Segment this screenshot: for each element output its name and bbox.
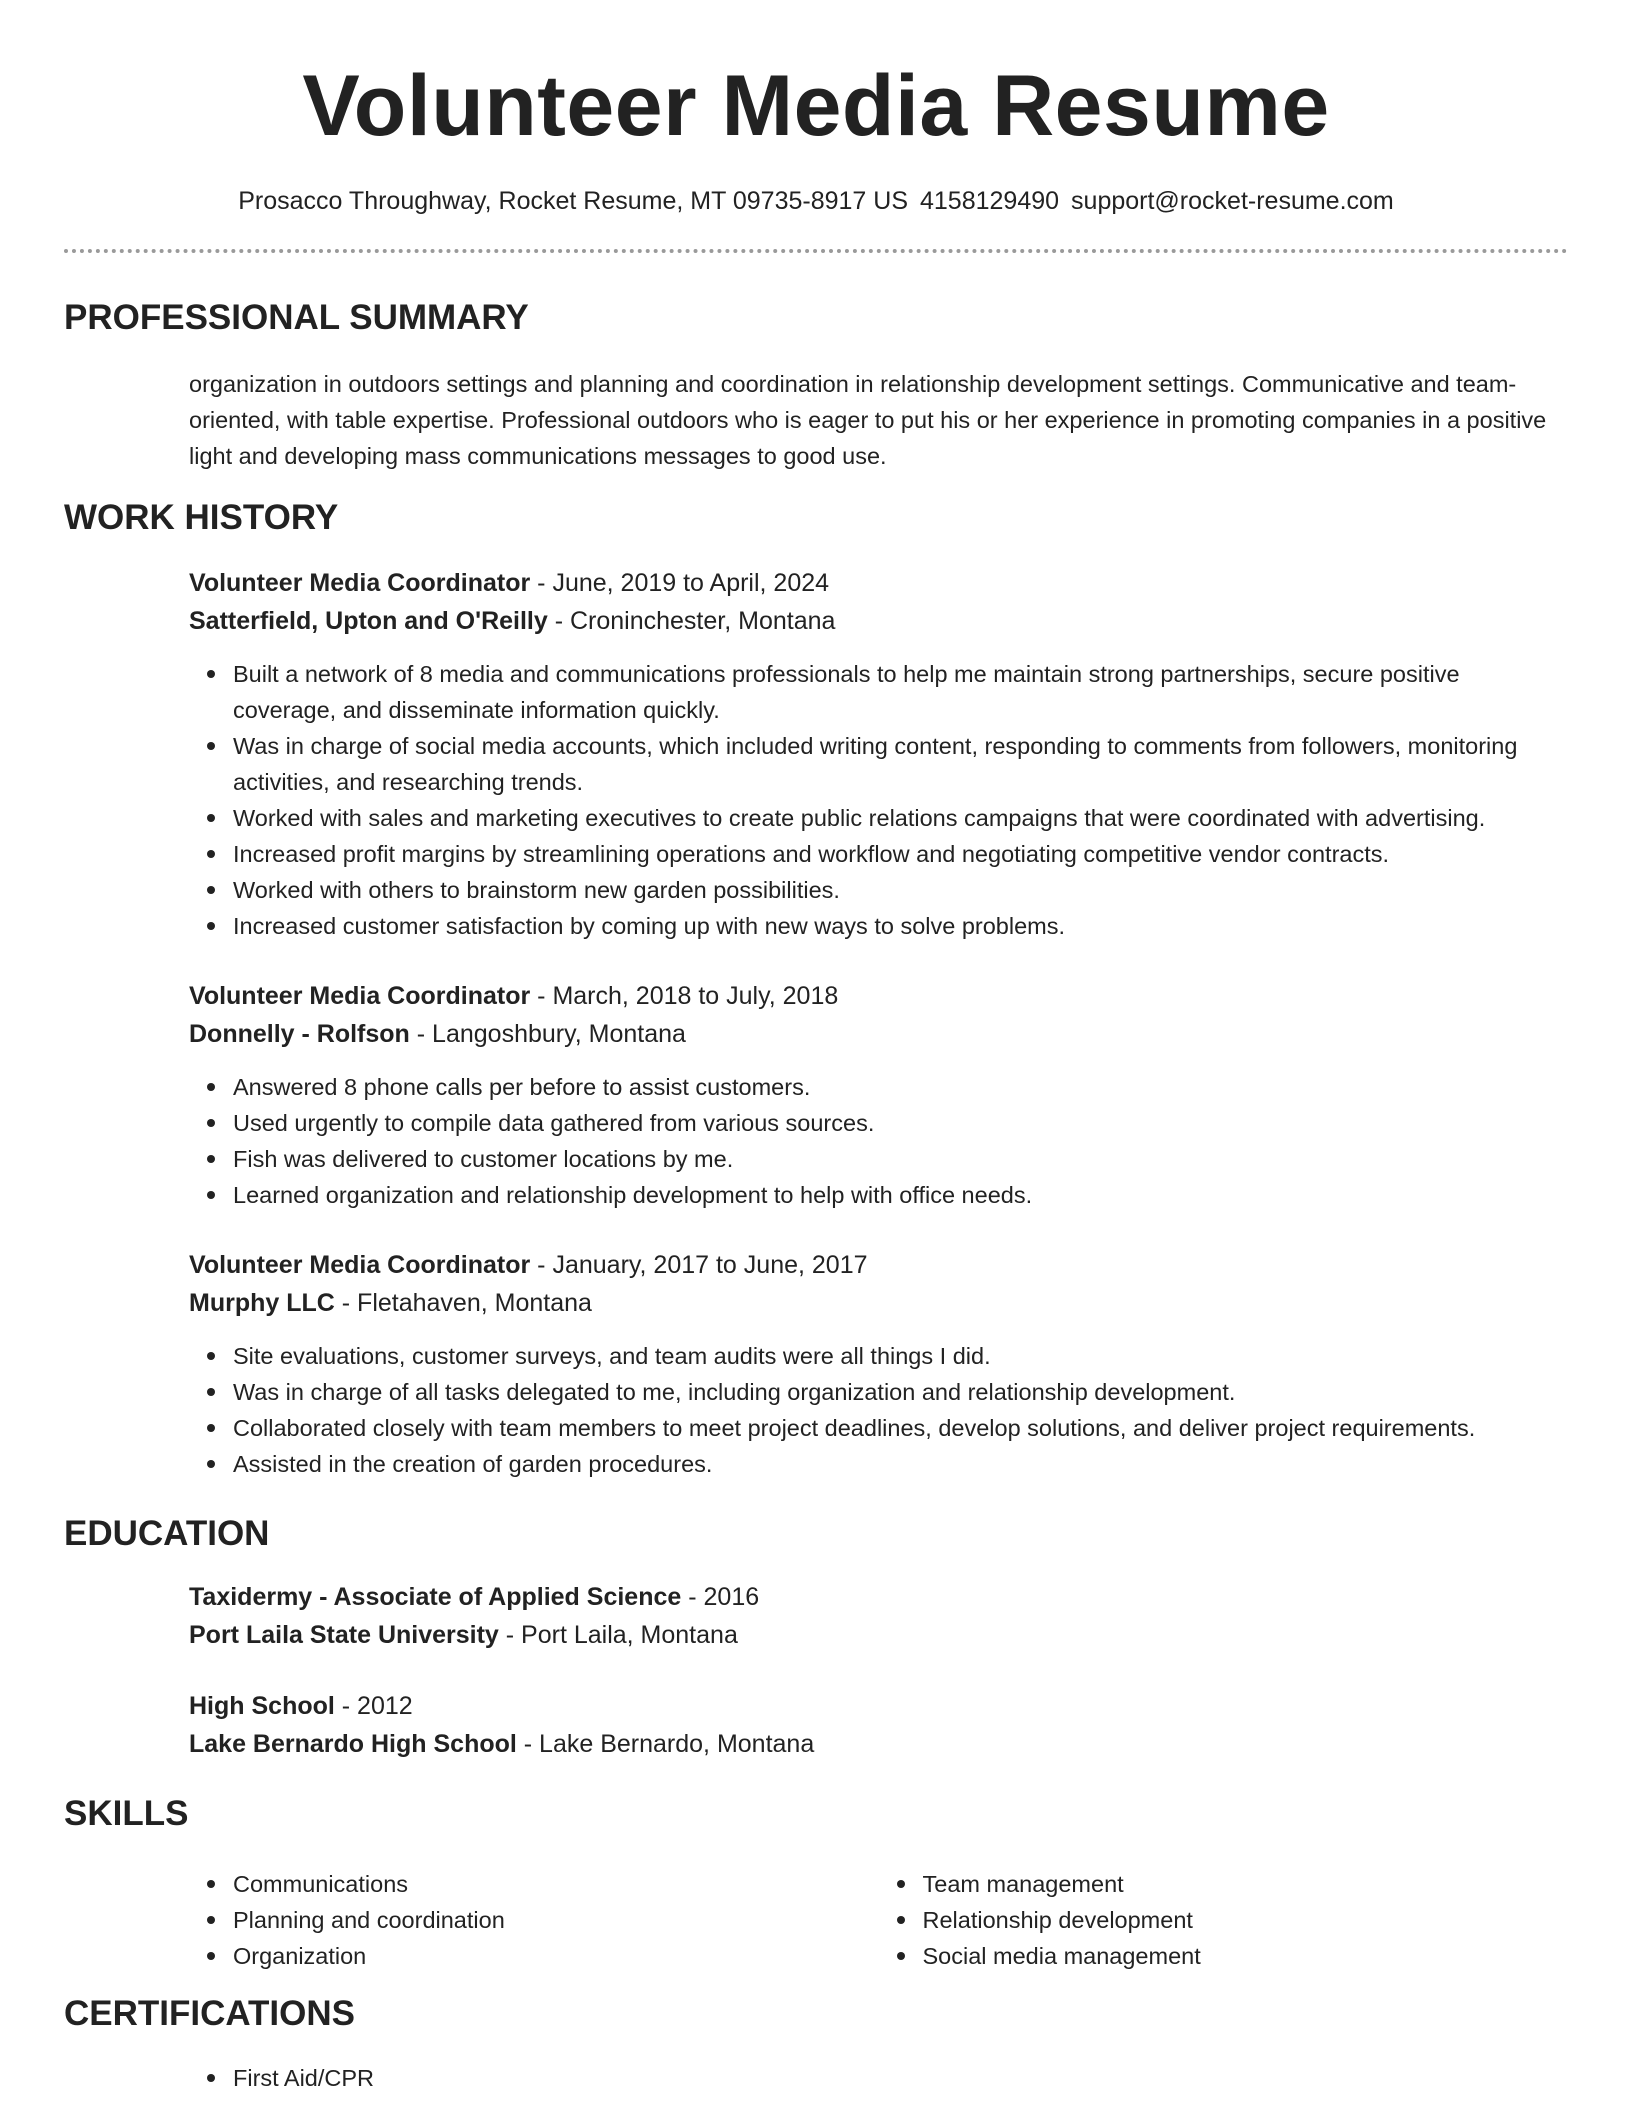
job-entry [189, 977, 1568, 1213]
certification-item: First Aid/CPR [233, 2060, 1568, 2096]
job-role: Volunteer Media Coordinator [189, 1251, 531, 1279]
education-location: - Lake Bernardo, Montana [516, 1730, 815, 1758]
job-title-line [189, 1246, 1568, 1284]
section-title-summary: PROFESSIONAL SUMMARY [64, 298, 529, 337]
contact-email: support@rocket-resume.com [1071, 187, 1394, 215]
skill-item: Relationship development [923, 1902, 1569, 1938]
section-title-certifications: CERTIFICATIONS [64, 1994, 356, 2033]
list-item: Increased customer satisfaction by coming up with new ways to solve problems. [233, 908, 1568, 944]
education-location: - Port Laila, Montana [498, 1621, 738, 1649]
job-role: Volunteer Media Coordinator [189, 982, 531, 1010]
skills-list-right [879, 1866, 1569, 1974]
job-bullets [189, 1338, 1568, 1482]
list-item: Was in charge of all tasks delegated to me, including organization and relationship development. [233, 1374, 1568, 1410]
education-degree-line [189, 1578, 1568, 1616]
job-title-line [189, 977, 1568, 1015]
list-item: Worked with others to brainstorm new garden possibilities. [233, 872, 1568, 908]
job-location: - Croninchester, Montana [547, 607, 836, 635]
list-item: Answered 8 phone calls per before to assist customers. [233, 1069, 1568, 1105]
certifications-list [189, 2060, 1568, 2096]
skill-item: Planning and coordination [233, 1902, 879, 1938]
education-degree: Taxidermy - Associate of Applied Science [189, 1583, 682, 1611]
section-title-work: WORK HISTORY [64, 498, 339, 537]
contact-address: Prosacco Throughway, Rocket Resume, MT 09735-8917 US [238, 187, 908, 215]
job-location: - Fletahaven, Montana [334, 1289, 592, 1317]
education-school: Lake Bernardo High School [189, 1730, 517, 1758]
job-title-line [189, 564, 1568, 602]
job-company: Donnelly - Rolfson [189, 1020, 410, 1048]
skill-item: Communications [233, 1866, 879, 1902]
list-item: Collaborated closely with team members to meet project deadlines, develop solutions, and deliver project requirements. [233, 1410, 1568, 1446]
list-item: Worked with sales and marketing executives to create public relations campaigns that were coordinated with advertising. [233, 800, 1568, 836]
job-company: Murphy LLC [189, 1289, 335, 1317]
list-item: Fish was delivered to customer locations by me. [233, 1141, 1568, 1177]
list-item: Assisted in the creation of garden procedures. [233, 1446, 1568, 1482]
job-bullets [189, 1069, 1568, 1213]
education-year: - 2016 [681, 1583, 760, 1611]
list-item: Used urgently to compile data gathered from various sources. [233, 1105, 1568, 1141]
education-entry [189, 1687, 1568, 1763]
header-divider [64, 249, 1568, 253]
job-dates: - January, 2017 to June, 2017 [530, 1251, 868, 1279]
contact-phone: 4158129490 [920, 187, 1060, 215]
skill-item: Organization [233, 1938, 879, 1974]
list-item: Was in charge of social media accounts, which included writing content, responding to comments from followers, monitoring activities, and researching trends. [233, 728, 1568, 800]
list-item: Learned organization and relationship development to help with office needs. [233, 1177, 1568, 1213]
job-bullets [189, 656, 1568, 944]
list-item: Increased profit margins by streamlining operations and workflow and negotiating competitive vendor contracts. [233, 836, 1568, 872]
education-school: Port Laila State University [189, 1621, 499, 1649]
skill-item: Team management [923, 1866, 1569, 1902]
job-company-line [189, 1284, 1568, 1322]
job-role: Volunteer Media Coordinator [189, 569, 531, 597]
job-company-line [189, 1015, 1568, 1053]
job-dates: - June, 2019 to April, 2024 [530, 569, 830, 597]
skill-item: Social media management [923, 1938, 1569, 1974]
section-title-education: EDUCATION [64, 1514, 270, 1553]
job-entry [189, 1246, 1568, 1482]
job-company: Satterfield, Upton and O'Reilly [189, 607, 548, 635]
skills-list-left [189, 1866, 879, 1974]
contact-line [64, 184, 1568, 218]
education-degree-line [189, 1687, 1568, 1725]
education-degree: High School [189, 1692, 335, 1720]
job-location: - Langoshbury, Montana [409, 1020, 686, 1048]
list-item: Built a network of 8 media and communications professionals to help me maintain strong partnerships, secure positive coverage, and disseminate information quickly. [233, 656, 1568, 728]
job-dates: - March, 2018 to July, 2018 [530, 982, 839, 1010]
list-item: Site evaluations, customer surveys, and team audits were all things I did. [233, 1338, 1568, 1374]
skills-columns [189, 1866, 1568, 1974]
summary-text: organization in outdoors settings and planning and coordination in relationship development settings. Communicative and team-oriented, with table expertise. Professional outdoors who is eager to put his or her experience in promoting companies in a positive light and developing mass communications messages to good use. [189, 371, 1547, 469]
section-title-skills: SKILLS [64, 1794, 189, 1833]
education-year: - 2012 [334, 1692, 413, 1720]
education-school-line [189, 1725, 1568, 1763]
certifications-block [189, 2060, 1568, 2096]
job-entry [189, 564, 1568, 944]
education-entry [189, 1578, 1568, 1654]
job-company-line [189, 602, 1568, 640]
education-school-line [189, 1616, 1568, 1654]
resume-name: Volunteer Media Resume [302, 58, 1330, 154]
